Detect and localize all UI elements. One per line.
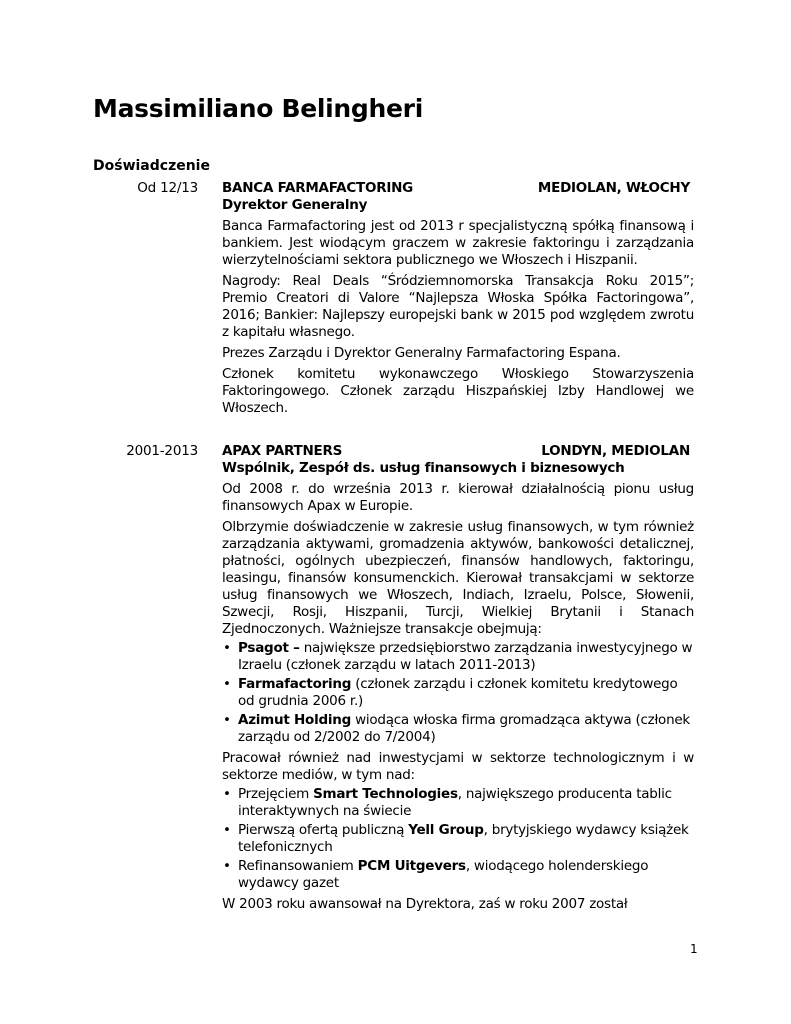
job1-paragraph-1: Banca Farmafactoring jest od 2013 r specjalistyczną spółką finansową i bankiem. Jest wiodącym graczem w zakresie faktoringu i zarządzania wierzytelnościami sektora publicznego we Włoszech i Hiszpanii. (222, 218, 694, 268)
bullet-icon: • (223, 640, 231, 656)
job2-paragraph-3: Pracował również nad inwestycjami w sektorze technologicznym i w sektorze mediów, w tym nad: (222, 750, 694, 783)
list-item (222, 676, 694, 710)
list-item-text: , brytyjskiego wydawcy książek telefonicznych (238, 822, 689, 855)
job1-location: MEDIOLAN, WŁOCHY (537, 180, 690, 196)
job1-company: BANCA FARMAFACTORING (222, 180, 414, 196)
list-item-bold: Farmafactoring (238, 676, 352, 692)
bullet-icon: • (223, 786, 231, 802)
bullet-icon: • (223, 712, 231, 728)
list-item-text: największe przedsiębiorstwo zarządzania inwestycyjnego w Izraelu (członek zarządu w latach 2011-2013) (238, 640, 693, 673)
job2-date: 2001-2013 (126, 443, 198, 459)
list-item-text: , wiodącego holenderskiego wydawcy gazet (238, 858, 649, 891)
list-item-bold: Smart Technologies (313, 786, 458, 802)
list-item-bold: PCM Uitgevers (357, 858, 466, 874)
job2-entry (222, 443, 694, 913)
bullet-icon: • (223, 858, 231, 874)
job2-company: APAX PARTNERS (222, 443, 343, 459)
list-item-prefix: Przejęciem (238, 786, 314, 802)
job1-date: Od 12/13 (137, 180, 198, 196)
job1-paragraph-3: Prezes Zarządu i Dyrektor Generalny Farmafactoring Espana. (222, 345, 621, 361)
job1-header (222, 180, 694, 197)
job2-header (222, 443, 694, 460)
list-item-text: wiodąca włoska firma gromadząca aktywa (członek zarządu od 2/2002 do 7/2004) (238, 712, 690, 745)
job2-paragraph-4: W 2003 roku awansował na Dyrektora, zaś w roku 2007 został (222, 896, 628, 912)
job2-paragraph-2: Olbrzymie doświadczenie w zakresie usług finansowych, w tym również zarządzania aktywami, gromadzenia aktywów, bankowości detalicznej, płatności, ogólnych ubezpieczeń, finansów handlowych, faktoringu, leasingu, finansów konsumenckich. Kierował transakcjami w sektorze usług finansowych we Włoszech, Indiach, Izraelu, Polsce, Słowenii, Szwecji, Rosji, Hiszpanii, Turcji, Wielkiej Brytanii i Stanach Zjednoczonych. Ważniejsze transakcje obejmują: (222, 519, 694, 637)
job1-entry (222, 180, 694, 417)
list-item (222, 640, 694, 674)
job2-role: Wspólnik, Zespół ds. usług finansowych i biznesowych (222, 460, 625, 476)
job2-tech-media-list (222, 786, 694, 892)
page-number: 1 (690, 942, 698, 956)
list-item (222, 786, 694, 820)
list-item (222, 712, 694, 746)
bullet-icon: • (223, 676, 231, 692)
document-name: Massimiliano Belingheri (93, 94, 423, 123)
list-item-bold: Azimut Holding (238, 712, 352, 728)
job2-paragraph-1: Od 2008 r. do września 2013 r. kierował działalnością pionu usług finansowych Apax w Europie. (222, 481, 694, 514)
list-item-bold: Psagot – (238, 640, 300, 656)
job2-transactions-list (222, 640, 694, 746)
job1-paragraph-4: Członek komitetu wykonawczego Włoskiego Stowarzyszenia Faktoringowego. Członek zarządu Hiszpańskiej Izby Handlowej we Włoszech. (222, 366, 694, 416)
list-item (222, 858, 694, 892)
list-item (222, 822, 694, 856)
list-item-bold: Yell Group (408, 822, 484, 838)
bullet-icon: • (223, 822, 231, 838)
section-heading-experience: Doświadczenie (93, 158, 210, 174)
list-item-prefix: Pierwszą ofertą publiczną (238, 822, 409, 838)
job1-role: Dyrektor Generalny (222, 197, 368, 213)
list-item-prefix: Refinansowaniem (238, 858, 358, 874)
list-item-text: , największego producenta tablic interaktywnych na świecie (238, 786, 672, 819)
job2-location: LONDYN, MEDIOLAN (541, 443, 690, 459)
job1-paragraph-2: Nagrody: Real Deals “Śródziemnomorska Transakcja Roku 2015”; Premio Creatori di Valore “Najlepsza Włoska Spółka Factoringowa”, 2016; Bankier: Najlepszy europejski bank w 2015 pod względem zwrotu z kapitału własnego. (222, 273, 694, 340)
list-item-text: (członek zarządu i członek komitetu kredytowego od grudnia 2006 r.) (238, 676, 678, 709)
